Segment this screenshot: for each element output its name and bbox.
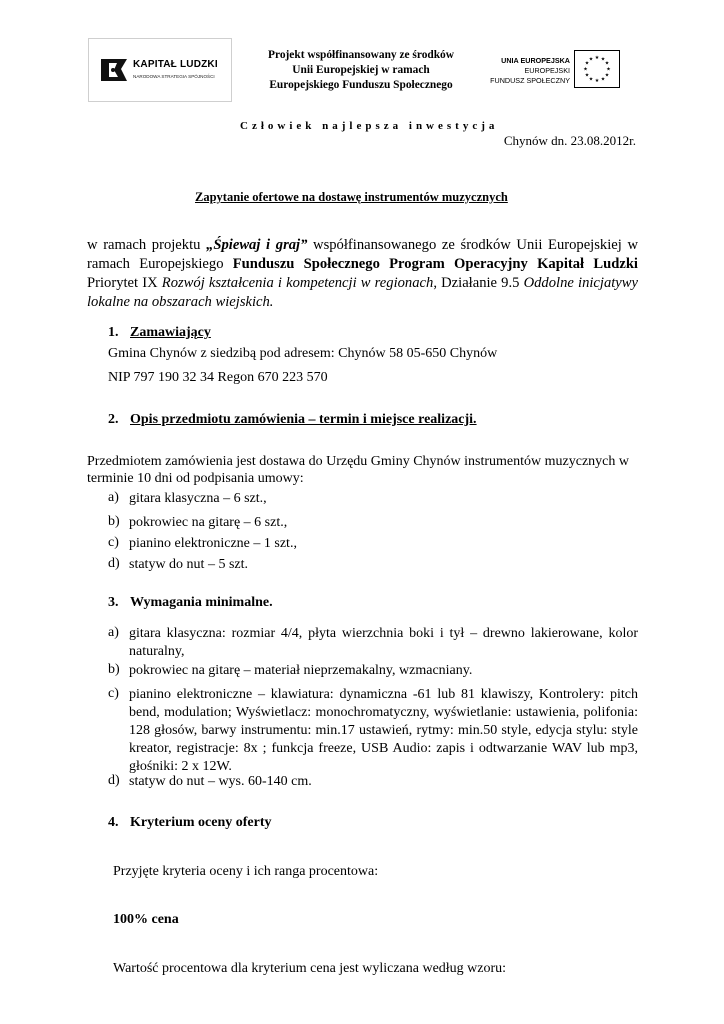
- svg-text:★: ★: [600, 56, 606, 63]
- program-name: Funduszu Społecznego Program Operacyjny Kapitał Ludzki: [232, 256, 638, 272]
- svg-text:★: ★: [594, 78, 600, 84]
- section-1-heading: [108, 325, 211, 341]
- list-item-text: pokrowiec na gitarę – 6 szt.,: [129, 515, 288, 530]
- svg-text:★: ★: [604, 60, 610, 67]
- eu-line-2: EUROPEJSKI: [524, 66, 570, 75]
- section-4-title: Kryterium oceny oferty: [130, 815, 272, 830]
- list-item-label: d): [108, 556, 120, 571]
- section-2-title: Opis przedmiotu zamówienia – termin i miejsce realizacji.: [130, 412, 477, 427]
- section-4-number: 4.: [108, 815, 119, 830]
- list-item-text: statyw do nut – wys. 60-140 cm.: [129, 774, 312, 789]
- kapital-ludzki-emblem-icon: [99, 53, 129, 87]
- logo-name: KAPITAŁ LUDZKI: [133, 59, 218, 70]
- intro-text-1: w ramach projektu: [87, 237, 207, 253]
- project-line-3: Europejskiego Funduszu Społecznego: [269, 79, 453, 91]
- list-item-label: c): [108, 535, 119, 550]
- document-subject: Zapytanie ofertowe na dostawę instrumentów muzycznych: [195, 190, 508, 204]
- list-item-label: d): [108, 773, 120, 788]
- criteria-price: 100% cena: [113, 912, 179, 927]
- section-3-number: 3.: [108, 595, 119, 610]
- action-name: Oddolne inicjatywy lokalne na obszarach wiejskich.: [87, 275, 638, 310]
- section-2-number: 2.: [108, 412, 119, 427]
- svg-text:★: ★: [583, 66, 588, 73]
- section-2-text: Przedmiotem zamówienia jest dostawa do Urzędu Gminy Chynów instrumentów muzycznych w terminie 10 dni od podpisania umowy:: [87, 454, 629, 486]
- svg-text:★: ★: [604, 72, 610, 79]
- svg-text:★: ★: [588, 56, 594, 63]
- eu-line-1: UNIA EUROPEJSKA: [501, 56, 570, 65]
- project-header: [230, 48, 492, 93]
- list-item-label: c): [108, 686, 119, 701]
- intro-text-2: współfinansowanego ze środków Unii Europejskiej w ramach Europejskiego: [87, 237, 638, 272]
- list-item-label: b): [108, 514, 120, 529]
- section-4-heading: [108, 815, 272, 831]
- eu-logo-text: [490, 56, 570, 86]
- svg-text:★: ★: [588, 76, 594, 83]
- section-1-ids: NIP 797 190 32 34 Regon 670 223 570: [108, 370, 328, 385]
- svg-text:★: ★: [594, 55, 600, 61]
- priority-name: Rozwój kształcenia i kompetencji w regionach: [161, 275, 434, 291]
- section-3-heading: [108, 595, 273, 611]
- project-name: „Śpiewaj i graj”: [206, 237, 308, 253]
- intro-paragraph: [87, 236, 638, 312]
- section-3-title: Wymagania minimalne.: [130, 595, 273, 610]
- list-item-text: pianino elektroniczne – 1 szt.,: [129, 536, 297, 551]
- list-item-label: a): [108, 625, 119, 640]
- criteria-intro: Przyjęte kryteria oceny i ich ranga procentowa:: [113, 864, 379, 879]
- section-1-title: Zamawiający: [130, 325, 211, 340]
- svg-text:★: ★: [606, 66, 611, 73]
- list-item-text: gitara klasyczna – 6 szt.,: [129, 491, 267, 506]
- list-item-label: a): [108, 490, 119, 505]
- list-item-text: pokrowiec na gitarę – materiał nieprzemakalny, wzmacniany.: [129, 663, 473, 678]
- kapital-ludzki-logo: [88, 38, 232, 102]
- logo-subtitle: NARODOWA STRATEGIA SPÓJNOŚCI: [133, 74, 215, 79]
- section-1-address: Gmina Chynów z siedzibą pod adresem: Chynów 58 05-650 Chynów: [108, 346, 498, 361]
- svg-text:★: ★: [584, 72, 590, 79]
- eu-flag-icon: [574, 50, 620, 88]
- section-1-number: 1.: [108, 325, 119, 340]
- project-line-1: Projekt współfinansowany ze środków: [268, 49, 454, 61]
- list-item-label: b): [108, 662, 120, 677]
- criteria-formula-intro: Wartość procentowa dla kryterium cena jest wyliczana według wzoru:: [113, 961, 507, 976]
- eu-line-3: FUNDUSZ SPOŁECZNY: [490, 76, 570, 85]
- list-item-text: statyw do nut – 5 szt.: [129, 557, 248, 572]
- document-date: Chynów dn. 23.08.2012r.: [503, 133, 636, 148]
- motto: Człowiek najlepsza inwestycja: [240, 120, 499, 132]
- svg-text:★: ★: [584, 60, 590, 67]
- section-2-heading: [108, 412, 477, 428]
- list-item-text: gitara klasyczna: rozmiar 4/4, płyta wierzchnia boki i tył – drewno lakierowane, kolor naturalny,: [129, 626, 638, 659]
- svg-text:★: ★: [600, 76, 606, 83]
- intro-text-3: Priorytet IX: [87, 275, 162, 291]
- list-item-text: pianino elektroniczne – klawiatura: dynamiczna -61 lub 81 klawiszy, Kontrolery: pitch bend, modulation; Wyświetlacz: monochromatyczny, wyświetlanie: ustawienia, polifonia: 128 głosów, barwy instrumentu: min.17 ustawień, rytmy: min.50 style, edycja stylu: style kreator, registracje: 8x ; funkcja freeze, USB Audio: zapis i odtwarzanie WAV lub mp3, głośniki: 2 x 12W.: [129, 687, 638, 774]
- intro-text-4: , Działanie 9.5: [433, 275, 524, 291]
- project-line-2: Unii Europejskiej w ramach: [292, 64, 430, 76]
